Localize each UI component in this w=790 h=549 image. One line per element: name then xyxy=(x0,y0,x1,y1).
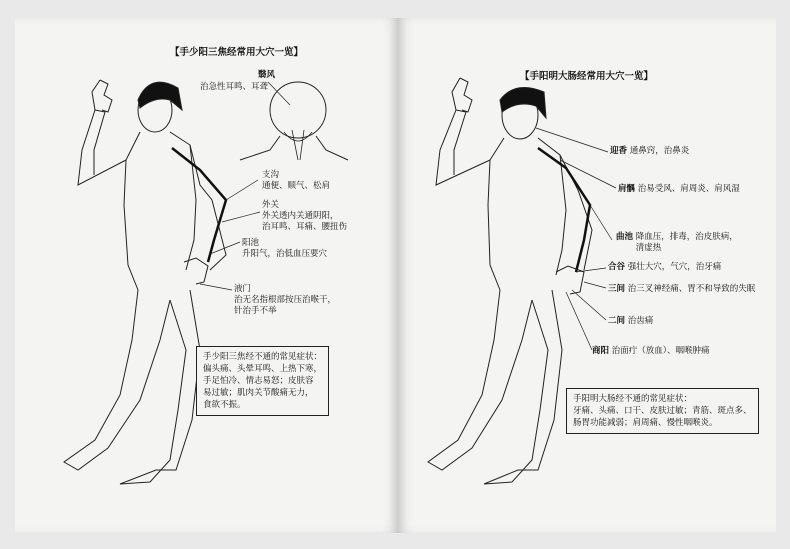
right-symptom-box: 手阳明大肠经不通的常见症状： 牙痛、头痛、口干、皮肤过敏；青筋、斑点多、 肠胃功能减弱；肩周痛、慢性咽喉炎。 xyxy=(566,388,759,434)
point-jianyu: 肩髃 治易受风、肩周炎、肩风湿 xyxy=(618,184,740,194)
point-yingxiang: 迎香 通鼻窍，治鼻炎 xyxy=(610,146,690,156)
point-shangyang: 商阳 治面疔（放血）、咽喉肿痛 xyxy=(592,346,710,356)
neck-inset-figure xyxy=(240,82,348,160)
point-yifeng-name: 翳风 xyxy=(258,70,276,80)
right-leader-lines xyxy=(536,128,616,350)
point-zhigou: 支沟 通便、顺气、松肩 xyxy=(262,170,331,191)
point-yifeng-desc: 治急性耳鸣、耳聋 xyxy=(200,82,269,92)
left-symptom-box: 手少阳三焦经不通的常见症状： 偏头痛、头晕耳鸣、上热下寒， 手足怕冷、情志易怒；皮肤容 易过敏；肌肉关节酸痛无力， 食欲不振。 xyxy=(196,346,329,416)
point-hegu: 合谷 强壮大穴，气穴，治牙痛 xyxy=(608,262,722,272)
point-quchi: 曲池 降血压，排毒，治皮肤病， 清虚热 xyxy=(616,232,738,253)
point-sanjian: 三间 治三叉神经痛、胃不和导致的失眠 xyxy=(608,284,756,294)
left-page-title: 【手少阳三焦经常用大穴一览】 xyxy=(170,47,304,58)
point-waiguan: 外关 外关透内关通阴阳， 治耳鸣、耳痛、腰扭伤 xyxy=(262,200,348,232)
point-erjian: 二间 治齿痛 xyxy=(608,316,654,326)
left-body-figure xyxy=(64,80,226,484)
right-page-title: 【手阳明大肠经常用大穴一览】 xyxy=(520,71,654,82)
point-yangchi: 阳池 升阳气，治低血压要穴 xyxy=(242,238,328,259)
point-yemen: 液门 治无名指根部按压治喉干， 针治手不举 xyxy=(234,284,337,316)
